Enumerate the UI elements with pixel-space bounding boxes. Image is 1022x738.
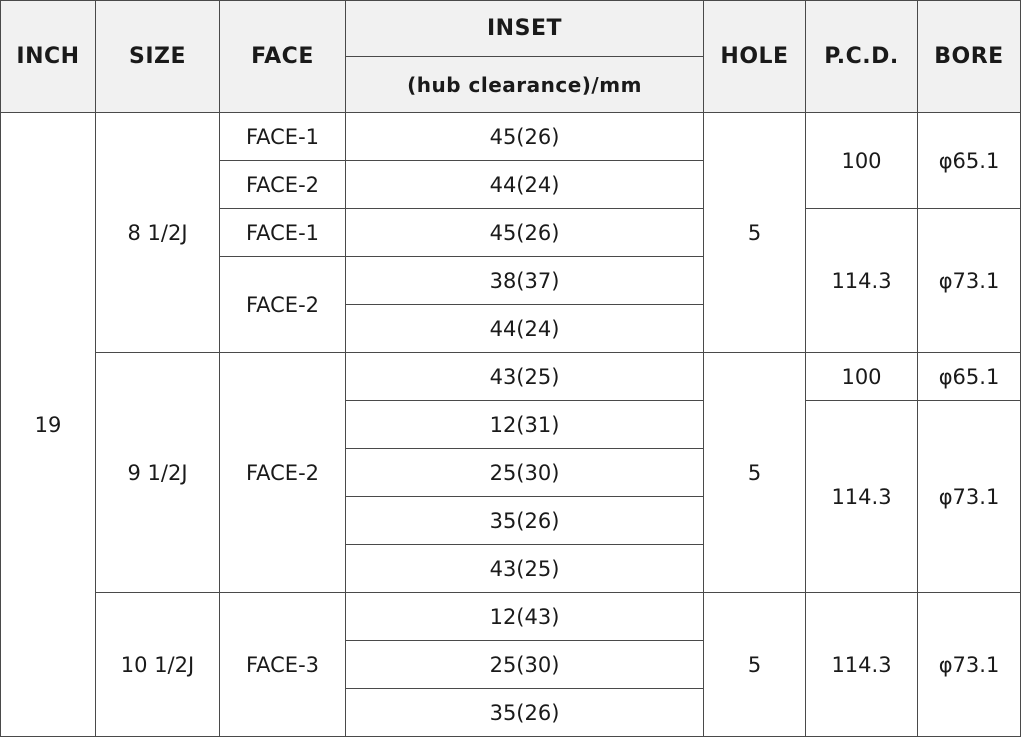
face-cell: FACE-2 (220, 353, 346, 593)
size-cell: 9 1/2J (96, 353, 220, 593)
header-size: SIZE (96, 1, 220, 113)
bore-cell: φ73.1 (918, 593, 1021, 737)
inset-cell: 12(43) (346, 593, 704, 641)
pcd-cell: 114.3 (806, 593, 918, 737)
header-inset-subtitle: (hub clearance)/mm (346, 57, 704, 113)
bore-cell: φ65.1 (918, 113, 1021, 209)
table-row (1, 113, 1021, 161)
face-cell: FACE-1 (220, 209, 346, 257)
inset-cell: 12(31) (346, 401, 704, 449)
header-inch: INCH (1, 1, 96, 113)
hole-cell: 5 (704, 353, 806, 593)
inset-cell: 43(25) (346, 545, 704, 593)
header-face: FACE (220, 1, 346, 113)
header-pcd: P.C.D. (806, 1, 918, 113)
pcd-cell: 114.3 (806, 209, 918, 353)
face-cell: FACE-2 (220, 161, 346, 209)
bore-cell: φ73.1 (918, 209, 1021, 353)
inset-cell: 45(26) (346, 209, 704, 257)
pcd-cell: 100 (806, 353, 918, 401)
face-cell: FACE-1 (220, 113, 346, 161)
pcd-cell: 114.3 (806, 401, 918, 593)
inset-cell: 35(26) (346, 689, 704, 737)
inset-cell: 44(24) (346, 305, 704, 353)
inch-cell: 19 (1, 113, 96, 737)
hole-cell: 5 (704, 113, 806, 353)
hole-cell: 5 (704, 593, 806, 737)
inset-cell: 25(30) (346, 449, 704, 497)
table-row (1, 353, 1021, 401)
inset-cell: 43(25) (346, 353, 704, 401)
face-cell: FACE-2 (220, 257, 346, 353)
inset-cell: 44(24) (346, 161, 704, 209)
header-hole: HOLE (704, 1, 806, 113)
header-inset: INSET (346, 1, 704, 57)
header-row (1, 1, 1021, 57)
inset-cell: 45(26) (346, 113, 704, 161)
bore-cell: φ73.1 (918, 401, 1021, 593)
size-cell: 10 1/2J (96, 593, 220, 737)
bore-cell: φ65.1 (918, 353, 1021, 401)
inset-cell: 38(37) (346, 257, 704, 305)
pcd-cell: 100 (806, 113, 918, 209)
inset-cell: 35(26) (346, 497, 704, 545)
header-bore: BORE (918, 1, 1021, 113)
size-cell: 8 1/2J (96, 113, 220, 353)
table-row (1, 593, 1021, 641)
inset-cell: 25(30) (346, 641, 704, 689)
face-cell: FACE-3 (220, 593, 346, 737)
